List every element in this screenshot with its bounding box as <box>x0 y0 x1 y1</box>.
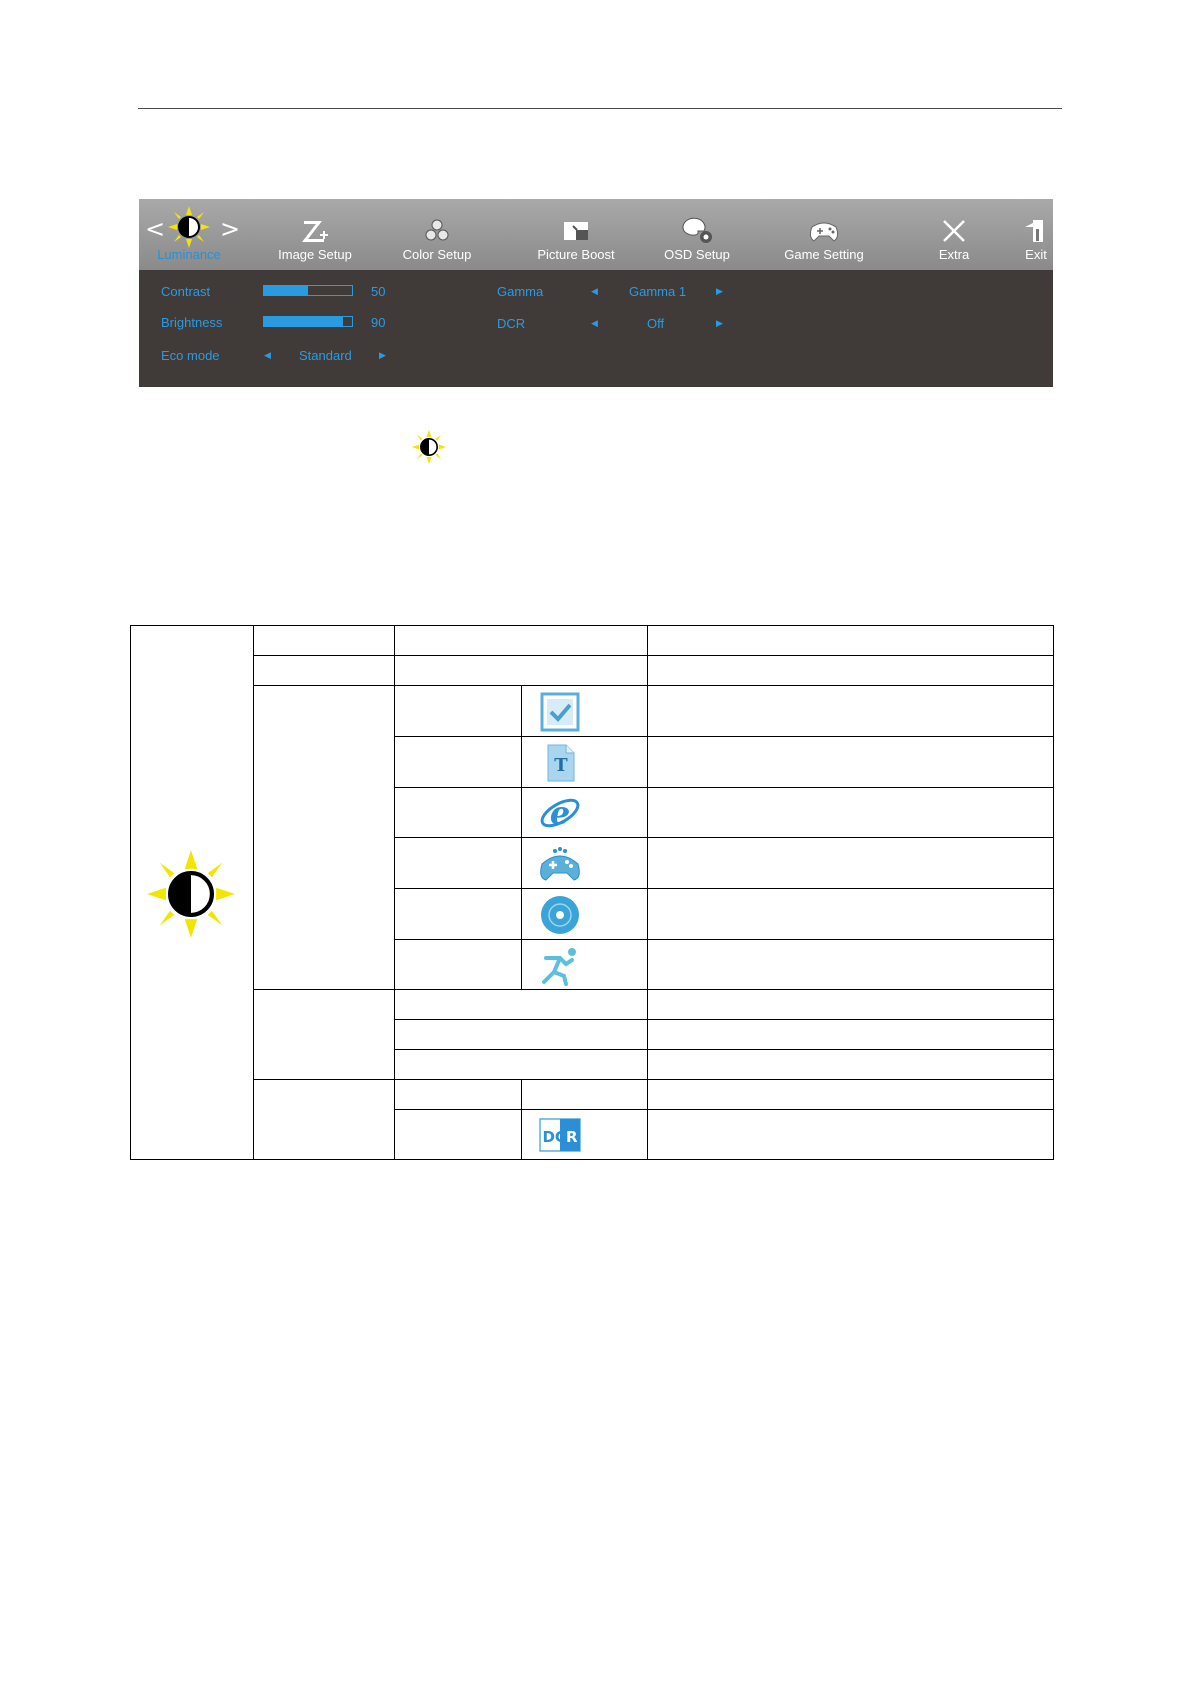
picture-boost-icon <box>559 217 593 245</box>
table-cell <box>647 685 1054 737</box>
tab-label: Picture Boost <box>537 247 615 262</box>
table-cell <box>521 1079 648 1110</box>
tab-color-setup[interactable] <box>387 199 487 270</box>
brightness-slider[interactable] <box>263 316 353 327</box>
table-cell <box>647 625 1054 656</box>
game-controller-icon <box>538 842 582 886</box>
brightness-value: 90 <box>371 315 386 330</box>
table-group-cell <box>253 989 395 1080</box>
contrast-slider-fill <box>264 286 308 295</box>
table-cell <box>647 1019 1054 1050</box>
tab-label: Color Setup <box>402 247 472 262</box>
table-cell <box>647 1079 1054 1110</box>
eco-mode-left-arrow[interactable]: ◀ <box>264 351 271 361</box>
sun-halfmoon-icon <box>167 205 211 249</box>
tab-picture-boost[interactable] <box>521 199 631 270</box>
table-cell <box>394 837 522 889</box>
tab-label: Exit <box>1025 247 1047 262</box>
table-cell <box>394 989 648 1020</box>
dcr-left-arrow[interactable]: ◀ <box>591 319 598 329</box>
tab-exit[interactable] <box>1006 199 1066 270</box>
table-cell <box>647 837 1054 889</box>
svg-text:T: T <box>554 755 568 776</box>
brightness-slider-fill <box>264 317 343 326</box>
contrast-label: Contrast <box>161 284 211 299</box>
luminance-sun-icon <box>411 429 447 465</box>
internet-e-icon <box>538 791 582 835</box>
tab-label: OSD Setup <box>664 247 730 262</box>
osd-setup-icon <box>680 217 714 245</box>
table-group-cell <box>253 1079 395 1160</box>
tab-image-setup[interactable] <box>265 199 365 270</box>
dcr-label: DCR <box>497 316 526 331</box>
gamma-right-arrow[interactable]: ▶ <box>716 287 723 297</box>
osd-tab-bar <box>139 199 1053 270</box>
gamma-label: Gamma <box>497 284 544 299</box>
table-cell <box>394 888 522 940</box>
gamma-value: Gamma 1 <box>629 284 687 299</box>
brightness-label: Brightness <box>161 315 223 330</box>
sports-runner-icon <box>538 944 582 988</box>
table-cell <box>647 1049 1054 1080</box>
table-cell <box>394 625 648 656</box>
table-cell <box>394 655 648 686</box>
eco-mode-label: Eco mode <box>161 348 220 363</box>
tab-extra[interactable] <box>914 199 994 270</box>
text-document-icon <box>538 741 582 785</box>
eco-mode-value: Standard <box>299 348 352 363</box>
table-cell <box>647 1109 1054 1160</box>
table-cell <box>253 625 395 656</box>
dcr-right-arrow[interactable]: ▶ <box>716 319 723 329</box>
contrast-value: 50 <box>371 284 386 299</box>
table-cell <box>647 655 1054 686</box>
tab-label: Luminance <box>157 247 221 262</box>
table-cell <box>647 787 1054 838</box>
table-cell <box>647 939 1054 990</box>
tab-luminance[interactable] <box>149 199 229 270</box>
table-cell <box>394 1109 522 1160</box>
tab-game-setting[interactable] <box>759 199 889 270</box>
table-cell <box>394 787 522 838</box>
dcr-icon <box>538 1113 582 1157</box>
osd-menu <box>139 199 1053 387</box>
table-cell <box>394 685 522 737</box>
table-cell <box>394 736 522 788</box>
luminance-sun-icon <box>145 848 237 940</box>
dcr-value: Off <box>647 316 665 331</box>
gamepad-icon <box>807 217 841 245</box>
table-group-cell <box>253 685 395 990</box>
osd-luminance-panel <box>139 270 1053 387</box>
eco-mode-right-arrow[interactable]: ▶ <box>379 351 386 361</box>
contrast-slider[interactable] <box>263 285 353 296</box>
tab-label: Extra <box>938 247 970 262</box>
table-cell <box>394 1019 648 1050</box>
standard-check-icon <box>538 690 582 734</box>
table-cell <box>394 1049 648 1080</box>
header-rule <box>138 108 1062 109</box>
movie-disc-icon <box>538 893 582 937</box>
tab-next-arrow[interactable]: > <box>220 215 241 243</box>
table-cell <box>394 1079 522 1110</box>
tools-icon <box>937 217 971 245</box>
exit-icon <box>1019 217 1053 245</box>
tab-label: Image Setup <box>278 247 352 262</box>
gamma-left-arrow[interactable]: ◀ <box>591 287 598 297</box>
tab-label: Game Setting <box>784 247 864 262</box>
color-setup-icon <box>420 217 454 245</box>
table-cell <box>647 736 1054 788</box>
table-cell <box>647 888 1054 940</box>
svg-text:DCR: DCR <box>542 1128 578 1146</box>
table-cell <box>253 655 395 686</box>
image-setup-icon <box>298 217 332 245</box>
tab-osd-setup[interactable] <box>647 199 747 270</box>
svg-text:e: e <box>549 794 571 832</box>
tab-prev-arrow[interactable]: < <box>145 215 166 243</box>
table-cell <box>394 939 522 990</box>
table-cell <box>647 989 1054 1020</box>
